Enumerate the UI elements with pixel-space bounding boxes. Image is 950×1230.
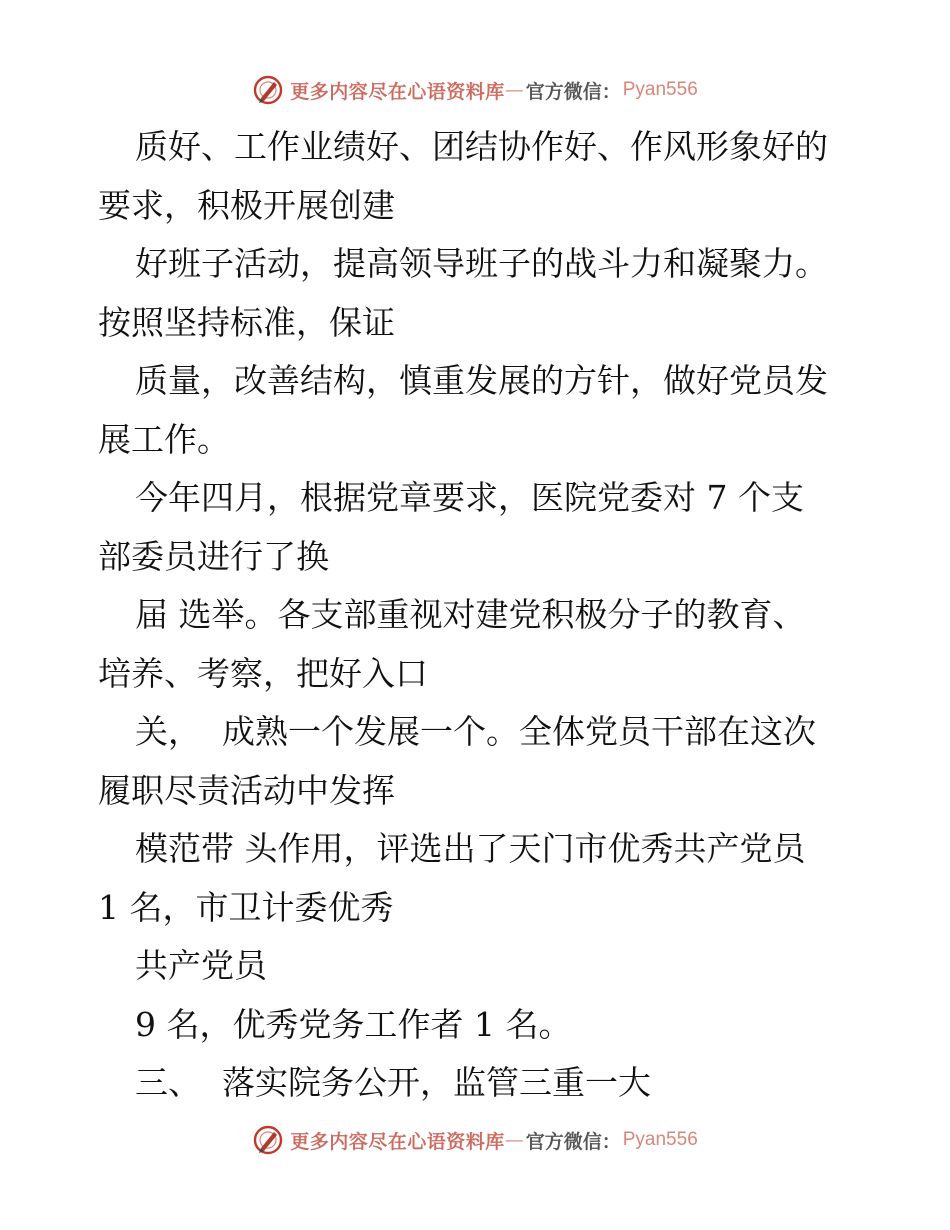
text-line: 部委员进行了换 xyxy=(98,536,329,576)
text-line: 关， 成熟一个发展一个。全体党员干部在这次 xyxy=(135,712,816,751)
watermark-brand-text: 更多内容尽在心语资料库 xyxy=(290,1130,505,1153)
pen-seal-icon xyxy=(252,74,284,106)
text-line: 好班子活动，提高领导班子的战斗力和凝聚力。 xyxy=(135,244,828,283)
watermark-separator: — xyxy=(504,79,524,101)
text-line: 届 选举。各支部重视对建党积极分子的教育、 xyxy=(135,595,806,634)
text-line: 共产党员 xyxy=(135,946,267,985)
watermark-official-label: 官方微信： xyxy=(525,1130,621,1153)
text-line: 模范带 头作用，评选出了天门市优秀共产党员 xyxy=(135,829,806,868)
text-line: 培养、考察，把好入口 xyxy=(98,653,428,693)
text-line: 1 名，市卫计委优秀 xyxy=(98,887,394,927)
text-line: 今年四月，根据党章要求，医院党委对 7 个支 xyxy=(135,478,804,517)
text-line: 9 名，优秀党务工作者 1 名。 xyxy=(135,1004,572,1044)
text-line: 履职尽责活动中发挥 xyxy=(98,770,395,810)
watermark-wechat-id: Pyan556 xyxy=(622,1129,698,1150)
document-body xyxy=(98,118,868,1113)
text-line: 按照坚持标准，保证 xyxy=(98,302,395,342)
watermark-wechat-id: Pyan556 xyxy=(622,79,698,100)
watermark-brand-text: 更多内容尽在心语资料库 xyxy=(290,80,505,103)
pen-seal-icon xyxy=(252,1124,284,1156)
text-line: 要求，积极开展创建 xyxy=(98,185,395,225)
text-line: 展工作。 xyxy=(98,419,230,459)
text-line: 三、 落实院务公开，监管三重一大 xyxy=(135,1063,651,1102)
watermark-official-label: 官方微信： xyxy=(525,80,621,103)
text-line: 质量，改善结构，慎重发展的方针，做好党员发 xyxy=(135,361,828,400)
footer-watermark xyxy=(0,1120,950,1160)
watermark-separator: — xyxy=(504,1129,524,1151)
text-line: 质好、工作业绩好、团结协作好、作风形象好的 xyxy=(135,127,828,166)
header-watermark xyxy=(0,70,950,110)
